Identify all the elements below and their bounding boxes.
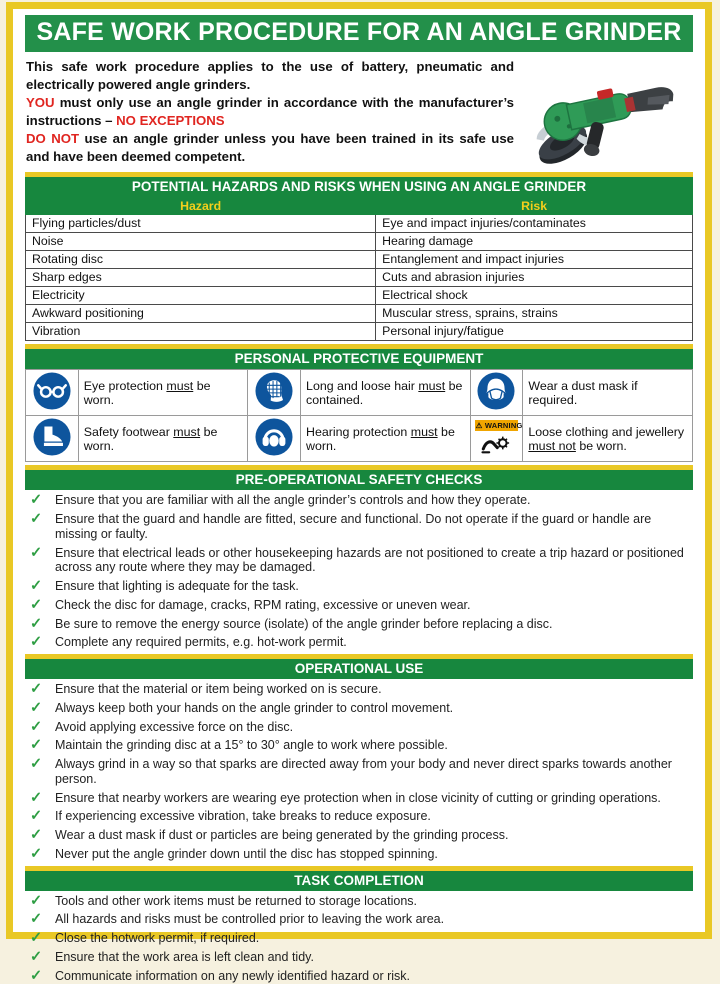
entanglement-warning-icon: [470, 416, 523, 462]
text-segment: use an angle grinder unless you have been trained in its safe use and have been deemed competent.: [26, 131, 514, 164]
checklist-item-text: If experiencing excessive vibration, take breaks to reduce exposure.: [55, 809, 431, 824]
intro-section: [25, 52, 693, 169]
hazard-table-row: [26, 287, 693, 305]
checklist-item-text: Always grind in a way so that sparks are directed away from your body and never direct sparks towards another person.: [55, 757, 672, 786]
preop-section-header: PRE-OPERATIONAL SAFETY CHECKS: [25, 470, 693, 490]
ppe-item-text: [78, 416, 248, 462]
check-icon: ✓: [30, 615, 43, 632]
checklist-item-text: Ensure that you are familiar with all the angle grinder’s controls and how they operate.: [55, 493, 531, 508]
hazard-cell: Sharp edges: [26, 269, 376, 287]
dust-mask-icon: [470, 370, 523, 416]
checklist-item: [30, 894, 691, 909]
safety-footwear-icon: [33, 445, 71, 459]
entanglement-warning-icon: [479, 443, 513, 457]
check-icon: ✓: [30, 827, 43, 844]
safety-footwear-icon: [26, 416, 79, 462]
hair-containment-icon: [248, 370, 301, 416]
checklist-item-text: Always keep both your hands on the angle grinder to control movement.: [55, 700, 454, 715]
hair-containment-icon: [255, 399, 293, 413]
hazard-cell: Awkward positioning: [26, 305, 376, 323]
checklist-item: [30, 720, 691, 735]
dust-mask-icon: [477, 399, 515, 413]
text-segment: be worn.: [575, 438, 627, 453]
text-segment: NO EXCEPTIONS: [116, 112, 225, 128]
check-icon: ✓: [30, 845, 43, 862]
preop-checklist: [25, 493, 693, 650]
text-segment: be worn.: [306, 424, 455, 453]
hazards-table-body: [26, 215, 693, 341]
checklist-item: [30, 847, 691, 862]
text-segment: Eye protection: [83, 378, 167, 393]
text-segment: Safety footwear: [83, 424, 174, 439]
ppe-item-text: [523, 370, 693, 416]
checklist-item: [30, 512, 691, 542]
operational-section-header: OPERATIONAL USE: [25, 659, 693, 679]
checklist-item: [30, 635, 691, 650]
checklist-item: [30, 828, 691, 843]
check-icon: ✓: [30, 808, 43, 825]
checklist-item-text: Ensure that lighting is adequate for the task.: [55, 579, 299, 594]
hazard-cell: Rotating disc: [26, 251, 376, 269]
hazard-table-row: [26, 305, 693, 323]
ppe-table-row: [26, 416, 693, 462]
text-segment: must not: [528, 438, 576, 453]
checklist-item: [30, 912, 691, 927]
eye-protection-icon: [33, 399, 71, 413]
checklist-item-text: Complete any required permits, e.g. hot-work permit.: [55, 635, 347, 650]
check-icon: ✓: [30, 718, 43, 735]
checklist-item-text: Wear a dust mask if dust or particles are being generated by the grinding process.: [55, 828, 509, 843]
ppe-item-text: [301, 370, 471, 416]
checklist-item: [30, 598, 691, 613]
ppe-table-body: [26, 370, 693, 462]
intro-paragraphs: [26, 58, 514, 166]
checklist-item: [30, 969, 691, 984]
hearing-protection-icon: [255, 445, 293, 459]
hazards-section-header: POTENTIAL HAZARDS AND RISKS WHEN USING AN ANGLE GRINDER: [25, 177, 693, 197]
hazard-table-row: [26, 233, 693, 251]
hazard-cell: Vibration: [26, 323, 376, 341]
ppe-item-text: [301, 416, 471, 462]
check-icon: ✓: [30, 699, 43, 716]
ppe-table: [25, 369, 693, 462]
page-title: SAFE WORK PROCEDURE FOR AN ANGLE GRINDER: [25, 15, 693, 52]
check-icon: ✓: [30, 596, 43, 613]
text-segment: Loose clothing and jewellery: [528, 424, 685, 439]
eye-protection-icon: [26, 370, 79, 416]
checklist-item: [30, 757, 691, 787]
completion-checklist: [25, 894, 693, 984]
checklist-item: [30, 738, 691, 753]
checklist-item: [30, 579, 691, 594]
text-segment: must: [173, 424, 201, 439]
text-segment: must: [166, 378, 194, 393]
checklist-item-text: Ensure that the work area is left clean and tidy.: [55, 949, 314, 964]
checklist-item: [30, 809, 691, 824]
text-segment: be worn.: [83, 378, 211, 407]
check-icon: ✓: [30, 544, 43, 561]
text-segment: This safe work procedure applies to the use of battery, pneumatic and electrically powered angle grinders.: [26, 59, 514, 92]
checklist-item-text: All hazards and risks must be controlled prior to leaving the work area.: [55, 912, 445, 927]
hearing-protection-icon: [248, 416, 301, 462]
check-icon: ✓: [30, 511, 43, 528]
risk-cell: Eye and impact injuries/contaminates: [376, 215, 693, 233]
checklist-item: [30, 617, 691, 632]
checklist-item-text: Ensure that the material or item being worked on is secure.: [55, 682, 382, 697]
hazard-table-row: [26, 251, 693, 269]
checklist-item: [30, 701, 691, 716]
checklist-item-text: Tools and other work items must be returned to storage locations.: [55, 893, 417, 908]
checklist-item-text: Ensure that electrical leads or other housekeeping hazards are not positioned to create a trip hazard or positioned across any route where they may be damaged.: [55, 545, 684, 575]
risk-cell: Electrical shock: [376, 287, 693, 305]
checklist-item-text: Ensure that nearby workers are wearing eye protection when in close vicinity of cutting or grinding operations.: [55, 790, 661, 805]
risk-cell: Cuts and abrasion injuries: [376, 269, 693, 287]
checklist-item-text: Ensure that the guard and handle are fitted, secure and functional. Do not operate if the guard or handle are missing or faulty.: [55, 512, 652, 541]
checklist-item: [30, 791, 691, 806]
risk-cell: Entanglement and impact injuries: [376, 251, 693, 269]
checklist-item: [30, 546, 691, 576]
risk-cell: Personal injury/fatigue: [376, 323, 693, 341]
text-segment: Wear a dust mask if required.: [528, 378, 638, 407]
document-page: [6, 2, 712, 984]
text-segment: must: [418, 378, 446, 393]
operational-checklist: [25, 682, 693, 862]
checklist-item-text: Close the hotwork permit, if required.: [55, 931, 260, 946]
checklist-item: [30, 682, 691, 697]
hazard-cell: Flying particles/dust: [26, 215, 376, 233]
text-segment: must only use an angle grinder in accordance with the manufacturer’s instructions –: [26, 95, 514, 128]
checklist-item: [30, 493, 691, 508]
hazard-table-row: [26, 269, 693, 287]
checklist-item-text: Never put the angle grinder down until the disc has stopped spinning.: [55, 846, 438, 861]
check-icon: ✓: [30, 930, 43, 947]
checklist-item: [30, 950, 691, 965]
angle-grinder-image: [524, 58, 692, 166]
risk-cell: Muscular stress, sprains, strains: [376, 305, 693, 323]
completion-section-header: TASK COMPLETION: [25, 871, 693, 891]
text-segment: Long and loose hair: [306, 378, 419, 393]
hazard-table-row: [26, 215, 693, 233]
risk-cell: Hearing damage: [376, 233, 693, 251]
checklist-item-text: Check the disc for damage, cracks, RPM rating, excessive or uneven wear.: [55, 597, 471, 612]
check-icon: ✓: [30, 756, 43, 773]
text-segment: DO NOT: [26, 131, 80, 147]
hazards-table-header-row: [26, 198, 693, 215]
ppe-table-row: [26, 370, 693, 416]
intro-paragraph: [26, 58, 514, 93]
check-icon: ✓: [30, 737, 43, 754]
hazard-table-row: [26, 323, 693, 341]
check-icon: ✓: [30, 578, 43, 595]
text-segment: be worn.: [83, 424, 218, 453]
check-icon: ✓: [30, 789, 43, 806]
checklist-item-text: Be sure to remove the energy source (isolate) of the angle grinder before replacing a disc.: [55, 616, 553, 631]
text-segment: Hearing protection: [306, 424, 411, 439]
check-icon: ✓: [30, 681, 43, 698]
check-icon: ✓: [30, 948, 43, 965]
hazard-cell: Electricity: [26, 287, 376, 305]
intro-paragraph: [26, 130, 514, 165]
hazard-cell: Noise: [26, 233, 376, 251]
checklist-item-text: Avoid applying excessive force on the disc.: [55, 719, 294, 734]
warning-label: ⚠ WARNING: [475, 421, 523, 431]
ppe-item-text: [523, 416, 693, 462]
risk-column-header: Risk: [376, 198, 693, 215]
check-icon: ✓: [30, 492, 43, 509]
ppe-item-text: [78, 370, 248, 416]
text-segment: YOU: [26, 95, 55, 111]
check-icon: ✓: [30, 634, 43, 651]
checklist-item: [30, 931, 691, 946]
hazard-column-header: Hazard: [26, 198, 376, 215]
intro-paragraph: [26, 94, 514, 129]
checklist-item-text: Maintain the grinding disc at a 15° to 30° angle to work where possible.: [55, 738, 448, 753]
check-icon: ✓: [30, 967, 43, 984]
text-segment: must: [410, 424, 438, 439]
ppe-section-header: PERSONAL PROTECTIVE EQUIPMENT: [25, 349, 693, 369]
checklist-item-text: Communicate information on any newly identified hazard or risk.: [55, 968, 411, 983]
check-icon: ✓: [30, 911, 43, 928]
check-icon: ✓: [30, 892, 43, 909]
text-segment: be contained.: [306, 378, 463, 407]
hazards-table: [25, 197, 693, 341]
